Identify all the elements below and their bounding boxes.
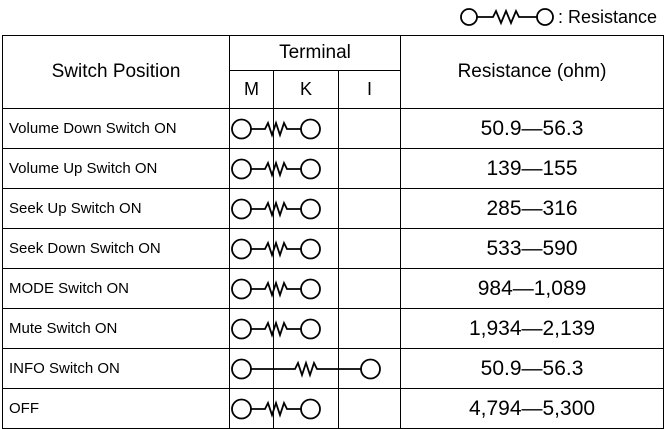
switch-position-cell: Seek Down Switch ON (3, 229, 230, 269)
terminal-i-cell (339, 189, 401, 229)
terminal-m-cell (230, 189, 274, 229)
table-row (3, 109, 664, 149)
resistance-value-cell: 984—1,089 (401, 269, 664, 309)
header-terminal-i: I (339, 71, 401, 109)
resistor-symbol-icon (231, 397, 321, 421)
terminal-m-cell (230, 309, 274, 349)
terminal-m-cell (230, 389, 274, 429)
terminal-i-cell (339, 149, 401, 189)
terminal-i-cell (339, 309, 401, 349)
resistor-symbol-icon (231, 117, 321, 141)
terminal-i-cell (339, 229, 401, 269)
legend (459, 4, 657, 30)
terminal-m-cell (230, 149, 274, 189)
resistance-value-cell: 533—590 (401, 229, 664, 269)
header-terminal-m: M (230, 71, 274, 109)
resistor-symbol-icon (231, 357, 381, 381)
resistance-value-cell: 285—316 (401, 189, 664, 229)
resistance-value-cell: 50.9—56.3 (401, 109, 664, 149)
switch-position-cell: OFF (3, 389, 230, 429)
switch-position-cell: Seek Up Switch ON (3, 189, 230, 229)
terminal-m-cell (230, 229, 274, 269)
terminal-m-cell (230, 269, 274, 309)
resistance-value-cell: 50.9—56.3 (401, 349, 664, 389)
terminal-i-cell (339, 269, 401, 309)
table-row (3, 189, 664, 229)
terminal-m-cell (230, 109, 274, 149)
terminal-i-cell (339, 389, 401, 429)
header-terminal-k: K (274, 71, 339, 109)
table-row (3, 229, 664, 269)
header-switch-position: Switch Position (3, 36, 230, 109)
resistance-value-cell: 4,794—5,300 (401, 389, 664, 429)
legend-label: : Resistance (557, 6, 657, 27)
switch-position-cell: Volume Up Switch ON (3, 149, 230, 189)
table-row (3, 349, 664, 389)
resistor-symbol-icon (231, 317, 321, 341)
table-row (3, 309, 664, 349)
switch-position-cell: Volume Down Switch ON (3, 109, 230, 149)
resistor-symbol-icon (459, 6, 555, 28)
resistance-value-cell: 1,934—2,139 (401, 309, 664, 349)
resistor-symbol-icon (231, 197, 321, 221)
resistor-symbol-icon (231, 157, 321, 181)
resistor-symbol-icon (231, 277, 321, 301)
switch-position-cell: Mute Switch ON (3, 309, 230, 349)
switch-position-cell: MODE Switch ON (3, 269, 230, 309)
resistor-symbol-icon (231, 237, 321, 261)
table-row (3, 269, 664, 309)
resistance-table (2, 35, 664, 429)
header-resistance: Resistance (ohm) (401, 36, 664, 109)
header-terminal: Terminal (230, 36, 401, 71)
table-row (3, 149, 664, 189)
terminal-i-cell (339, 109, 401, 149)
table-row (3, 389, 664, 429)
switch-position-cell: INFO Switch ON (3, 349, 230, 389)
resistance-value-cell: 139—155 (401, 149, 664, 189)
terminal-m-cell (230, 349, 274, 389)
